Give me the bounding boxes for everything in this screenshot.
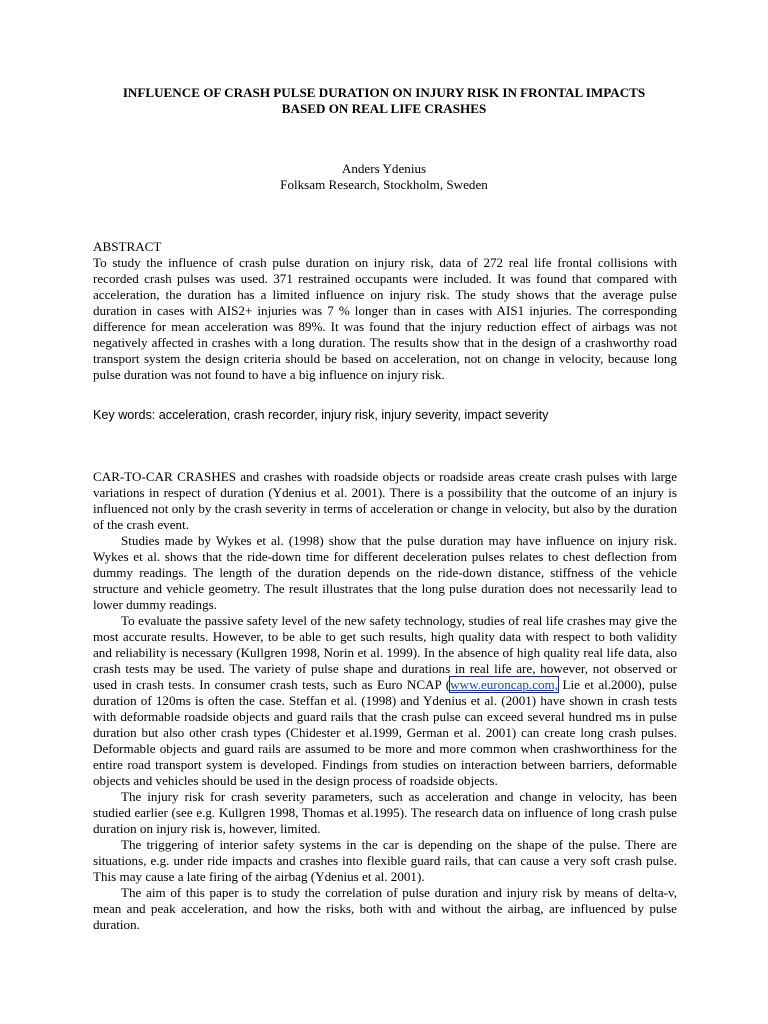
paper-title-line-2: BASED ON REAL LIFE CRASHES <box>281 101 487 116</box>
author-block <box>60 161 708 193</box>
introduction-section <box>93 469 677 933</box>
abstract-heading: ABSTRACT <box>93 239 162 254</box>
paper-title <box>60 85 708 117</box>
author-name: Anders Ydenius <box>341 161 427 176</box>
author-affiliation: Folksam Research, Stockholm, Sweden <box>280 177 488 192</box>
intro-paragraph-6: The aim of this paper is to study the correlation of pulse duration and injury risk by means of delta-v, mean and peak acceleration, and how the risks, both with and without the airbag, are influenced by pulse duration. <box>93 885 677 932</box>
intro-paragraph-2: Studies made by Wykes et al. (1998) show that the pulse duration may have influence on injury risk. Wykes et al. shows that the ride-down time for different deceleration pulses relates to chest deflection from dummy readings. The length of the duration depends on the ride-down distance, stiffness of the vehicle structure and vehicle geometry. The result illustrates that the long pulse duration does not necessarily lead to lower dummy readings. <box>93 533 677 612</box>
abstract-body <box>93 255 677 383</box>
intro-paragraph-3 <box>93 613 677 789</box>
intro-paragraph-3-rest: Lie et al.2000), pulse duration of 120ms is often the case. Steffan et al. (1998) and Ydenius et al. (2001) have shown in crash tests with deformable roadside objects and guard rails that the crash pulse can exceed several hundred ms in pulse duration but also other crash types (Chidester et al.1999, German et al. 2001) can create long crash pulses. Deformable objects and guard rails are assumed to be more and more common when crashworthiness for the entire road transport system is developed. Findings from studies on interaction between barriers, deformable objects and vehicles should be used in the design process of roadside objects. <box>93 677 677 788</box>
intro-paragraph-5: The triggering of interior safety systems in the car is depending on the shape of the pulse. There are situations, e.g. under ride impacts and crashes into flexible guard rails, that can cause a very soft crash pulse. This may cause a late firing of the airbag (Ydenius et al. 2001). <box>93 837 677 884</box>
keywords-line: Key words: acceleration, crash recorder, injury risk, injury severity, impact severity <box>93 408 549 422</box>
euroncap-link[interactable]: www.euroncap.com, <box>450 677 559 692</box>
intro-paragraph-3-lead: To evaluate the passive safety level of the new safety technology, studies of real life crashes may give the most accurate results. However, to be able to get such results, high quality data with respect to both validity and reliability is necessary (Kullgren 1998, Norin et al. 1999). In the absence of high quality real life data, also crash tests may be used. The variety of pulse shape and durations in real life are, however, not observed or used in crash tests. In consumer crash tests, such as Euro NCAP ( <box>93 613 677 692</box>
paper-title-line-1: INFLUENCE OF CRASH PULSE DURATION ON INJURY RISK IN FRONTAL IMPACTS <box>122 85 646 100</box>
intro-paragraph-4: The injury risk for crash severity parameters, such as acceleration and change in velocity, has been studied earlier (see e.g. Kullgren 1998, Thomas et al.1995). The research data on influence of long crash pulse duration on injury risk is, however, limited. <box>93 789 677 836</box>
intro-paragraph-1: CAR-TO-CAR CRASHES and crashes with roadside objects or roadside areas create crash pulses with large variations in respect of duration (Ydenius et al. 2001). There is a possibility that the outcome of an injury is influenced not only by the crash severity in terms of acceleration or change in velocity, but also by the duration of the crash event. <box>93 469 677 532</box>
abstract-text: To study the influence of crash pulse duration on injury risk, data of 272 real life frontal collisions with recorded crash pulses was used. 371 restrained occupants were included. It was found that compared with acceleration, the duration has a limited influence on injury risk. The study shows that the average pulse duration in cases with AIS2+ injuries was 7 % longer than in cases with AIS1 injuries. The corresponding difference for mean acceleration was 89%. It was found that the injury reduction effect of airbags was not negatively affected in crashes with a long duration. The results show that in the design of a crashworthy road transport system the design criteria should be based on acceleration, not on change in velocity, because long pulse duration was not found to have a big influence on injury risk. <box>93 255 677 382</box>
